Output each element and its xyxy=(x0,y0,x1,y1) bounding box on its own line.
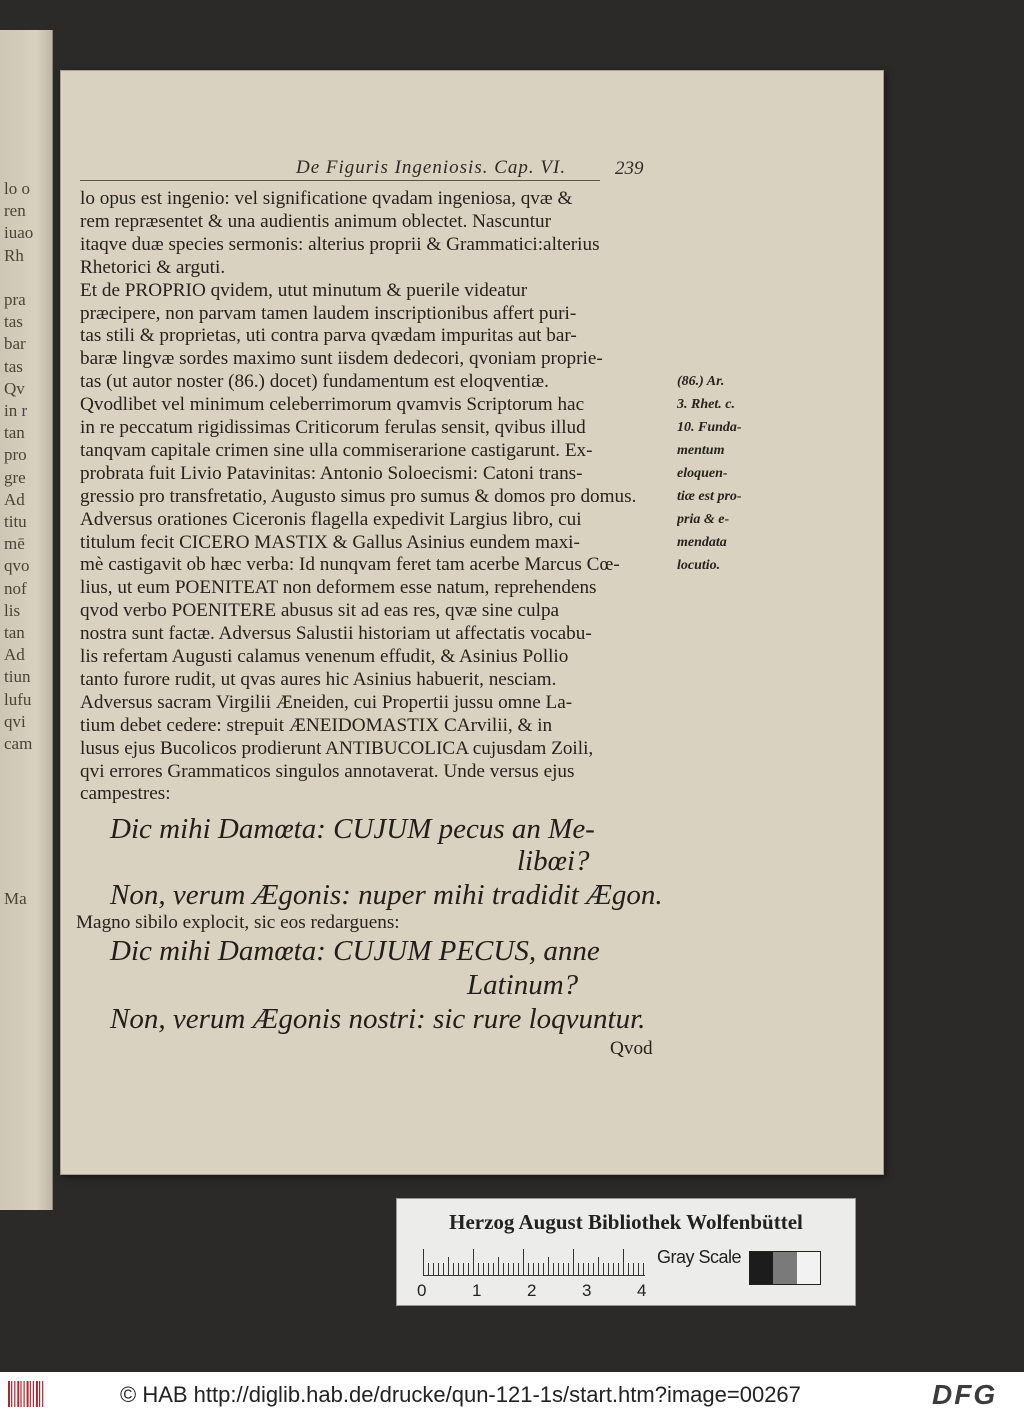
text-line: præcipere, non parvam tamen laudem inscriptionibus affert puri- xyxy=(80,302,577,324)
ruler-tick xyxy=(608,1263,609,1275)
ruler-tick xyxy=(558,1263,559,1275)
ruler-tick xyxy=(498,1257,499,1275)
scale-ruler xyxy=(423,1247,645,1276)
ruler-tick xyxy=(443,1263,444,1275)
text-line: rem repræsentet & una audientis animum oblectet. Nascuntur xyxy=(80,210,552,232)
gray-patch xyxy=(773,1252,796,1284)
text-line: lo opus est ingenio: vel significatione qvadam ingeniosa, qvæ & xyxy=(80,188,573,209)
copyright-url[interactable]: © HAB http://diglib.hab.de/drucke/qun-121-1s/start.htm?image=00267 xyxy=(120,1382,801,1407)
ruler-tick xyxy=(638,1263,639,1275)
ruler-tick xyxy=(513,1263,514,1275)
page-number: 239 xyxy=(615,158,644,179)
prev-page-fragment: ren xyxy=(4,202,26,221)
prev-page-fragment: tiun xyxy=(4,668,31,687)
ruler-tick xyxy=(458,1263,459,1275)
ruler-tick xyxy=(448,1257,449,1275)
prev-page-fragment xyxy=(4,779,52,797)
ruler-tick xyxy=(473,1249,474,1275)
prev-page-fragment: mē xyxy=(4,535,25,554)
prev-page-fragment xyxy=(4,802,52,820)
text-line: tanqvam capitale crimen sine ulla commiserarione castigarunt. Ex- xyxy=(80,439,593,461)
prev-page-fragment xyxy=(4,269,52,287)
prev-page-fragment: Ad xyxy=(4,646,25,665)
prev-page-fragment: in r xyxy=(4,402,28,420)
ruler-tick xyxy=(583,1263,584,1275)
gray-scale-patches xyxy=(749,1251,821,1285)
ruler-tick xyxy=(488,1263,489,1275)
ruler-tick xyxy=(588,1263,589,1275)
text-line: titulum fecit CICERO MASTIX & Gallus Asinius eundem maxi- xyxy=(80,531,580,553)
margin-note-line: tiæ est pro- xyxy=(677,489,742,504)
library-name: Herzog August Bibliothek Wolfenbüttel xyxy=(449,1210,803,1234)
verse-line: libœi? xyxy=(517,845,590,877)
ruler-tick xyxy=(603,1263,604,1275)
prev-page-fragment: pra xyxy=(4,291,26,309)
prev-page-fragment xyxy=(4,868,52,886)
ruler-tick xyxy=(518,1263,519,1275)
ruler-tick xyxy=(478,1263,479,1275)
prev-page-fragment: Qv xyxy=(4,379,25,398)
ruler-tick xyxy=(568,1263,569,1275)
prev-page-fragment xyxy=(4,757,52,775)
ruler-tick xyxy=(543,1263,544,1275)
text-line: qvi errores Grammaticos singulos annotaverat. Unde versus ejus xyxy=(80,760,575,782)
prose-line: Magno sibilo explocit, sic eos redarguens: xyxy=(76,912,400,933)
gray-patch xyxy=(750,1252,773,1284)
ruler-digit: 2 xyxy=(527,1281,537,1300)
text-line: lis refertam Augusti calamus venenum effudit, & Asinius Pollio xyxy=(80,646,569,667)
ruler-tick xyxy=(538,1263,539,1275)
book-page xyxy=(60,70,884,1175)
ruler-tick xyxy=(438,1263,439,1275)
prev-page-fragment: tas xyxy=(4,357,23,376)
ruler-tick xyxy=(493,1263,494,1275)
prev-page-fragment: Ma xyxy=(4,890,27,909)
verse-line: Non, verum Ægonis: nuper mihi tradidit Ægon. xyxy=(110,879,663,911)
prev-page-fragment: bar xyxy=(4,335,26,354)
text-line: Qvodlibet vel minimum celeberrimorum qvamvis Scriptorum hac xyxy=(80,394,585,416)
ruler-tick xyxy=(528,1263,529,1275)
ruler-tick xyxy=(483,1263,484,1275)
ruler-tick xyxy=(563,1263,564,1275)
prev-page-fragment: gre xyxy=(4,468,26,487)
prev-page-fragment xyxy=(4,824,52,842)
ruler-tick xyxy=(623,1249,624,1275)
text-line: Adversus sacram Virgilii Æneiden, cui Propertii jussu omne La- xyxy=(80,691,573,713)
text-line: nostra sunt factæ. Adversus Salustii historiam ut affectatis vocabu- xyxy=(80,623,592,645)
text-line: Rhetorici & arguti. xyxy=(80,256,226,278)
ruler-tick xyxy=(613,1263,614,1275)
text-line: gressio pro transfretatio, Augusto simus pro sumus & domos pro domus. xyxy=(80,485,637,507)
ruler-tick xyxy=(593,1263,594,1275)
ruler-tick xyxy=(433,1263,434,1275)
catchword: Qvod xyxy=(610,1038,653,1059)
prev-page-fragment: Ad xyxy=(4,490,25,509)
ruler-tick xyxy=(423,1249,424,1275)
margin-note-line: pria & e- xyxy=(677,512,730,527)
ruler-tick xyxy=(598,1257,599,1275)
ruler-tick xyxy=(453,1263,454,1275)
prev-page-fragment: titu xyxy=(4,513,27,531)
text-line: tas stili & proprietas, uti contra parva qvædam impuritas aut bar- xyxy=(80,325,577,347)
margin-note-line: locutio. xyxy=(677,558,721,573)
gray-scale-label: Gray Scale xyxy=(657,1247,742,1267)
text-line: lius, ut eum POENITEAT non deformem esse natum, reprehendens xyxy=(80,577,597,599)
text-line: mè castigavit ob hæc verba: Id nunqvam feret tam acerbe Marcus Cœ- xyxy=(80,554,620,576)
ruler-tick xyxy=(628,1263,629,1275)
margin-note-line: mendata xyxy=(677,535,727,550)
margin-note-line: (86.) Ar. xyxy=(677,374,725,389)
ruler-tick xyxy=(428,1263,429,1275)
ruler-tick xyxy=(533,1263,534,1275)
ruler-tick xyxy=(633,1263,634,1275)
text-line: tanto furore rudit, ut qvas aures hic Asinius habuerit, nesciam. xyxy=(80,668,557,690)
ruler-tick xyxy=(508,1263,509,1275)
ruler-tick xyxy=(523,1249,524,1275)
text-line: baræ lingvæ sordes maximo sunt iisdem dedecori, qvoniam proprie- xyxy=(80,348,603,370)
text-line: itaqve duæ species sermonis: alterius proprii & Grammatici:alterius xyxy=(80,233,600,255)
ruler-digit: 1 xyxy=(472,1281,482,1300)
verse-line: Latinum? xyxy=(467,969,579,1001)
dfg-logo: DFG xyxy=(932,1379,998,1410)
library-label xyxy=(396,1198,856,1306)
prev-page-fragment: nof xyxy=(4,579,27,598)
text-line: tium debet cedere: strepuit ÆNEIDOMASTIX CArvilii, & in xyxy=(80,714,553,736)
ruler-tick xyxy=(468,1263,469,1275)
ruler-tick xyxy=(503,1263,504,1275)
ruler-tick xyxy=(553,1263,554,1275)
margin-note-line: 3. Rhet. c. xyxy=(677,397,735,412)
prev-page-fragment: lo o xyxy=(4,180,30,198)
header-rule xyxy=(80,180,600,181)
ruler-tick xyxy=(578,1263,579,1275)
text-line: lusus ejus Bucolicos prodierunt ANTIBUCOLICA cujusdam Zoili, xyxy=(80,737,594,759)
verse-line: Dic mihi Damœta: CUJUM PECUS, anne xyxy=(110,935,600,967)
prev-page-fragment: tan xyxy=(4,624,25,642)
prev-page-fragment: qvo xyxy=(4,557,30,576)
prev-page-fragment: lis xyxy=(4,601,21,620)
prev-page-fragment: tas xyxy=(4,313,23,332)
ruler-tick xyxy=(573,1249,574,1275)
footer-bar xyxy=(0,1372,1024,1416)
text-line: qvod verbo POENITERE abusus sit ad eas res, qvæ sine culpa xyxy=(80,600,560,622)
barcode-icon xyxy=(8,1381,46,1407)
prev-page-fragment: qvi xyxy=(4,712,26,731)
ruler-digit: 3 xyxy=(582,1281,592,1300)
ruler-tick xyxy=(643,1263,644,1275)
prev-page-fragment: lufu xyxy=(4,690,32,709)
previous-page-edge xyxy=(0,30,53,1210)
ruler-tick xyxy=(618,1263,619,1275)
ruler-digit: 0 xyxy=(417,1281,427,1300)
verse-line: Dic mihi Damœta: CUJUM pecus an Me- xyxy=(110,813,595,845)
ruler-tick xyxy=(463,1263,464,1275)
text-line: campestres: xyxy=(80,783,171,805)
prev-page-fragment: tan xyxy=(4,424,25,443)
margin-note-line: eloquen- xyxy=(677,466,728,481)
text-line: in re peccatum rigidissimas Criticorum ferulas sensit, qvibus illud xyxy=(80,417,586,438)
gray-patch xyxy=(797,1252,820,1284)
text-line: Et de PROPRIO qvidem, utut minutum & puerile videatur xyxy=(80,279,528,301)
margin-note-line: mentum xyxy=(677,443,725,458)
ruler-tick xyxy=(548,1257,549,1275)
verse-line: Non, verum Ægonis nostri: sic rure loqvuntur. xyxy=(110,1003,646,1035)
prev-page-fragment: pro xyxy=(4,446,27,465)
text-line: tas (ut autor noster (86.) docet) fundamentum est eloqventiæ. xyxy=(80,371,549,393)
margin-note-line: 10. Funda- xyxy=(677,420,742,435)
prev-page-fragment: Rh xyxy=(4,246,24,265)
prev-page-fragment: cam xyxy=(4,735,33,753)
text-line: probrata fuit Livio Patavinitas: Antonio Soloecismi: Catoni trans- xyxy=(80,462,583,484)
prev-page-fragment: iuao xyxy=(4,224,34,243)
prev-page-fragment xyxy=(4,846,52,864)
text-line: Adversus orationes Ciceronis flagella expedivit Largius libro, cui xyxy=(80,508,582,530)
ruler-digit: 4 xyxy=(637,1281,647,1300)
running-head: De Figuris Ingeniosis. Cap. VI. xyxy=(296,157,567,178)
